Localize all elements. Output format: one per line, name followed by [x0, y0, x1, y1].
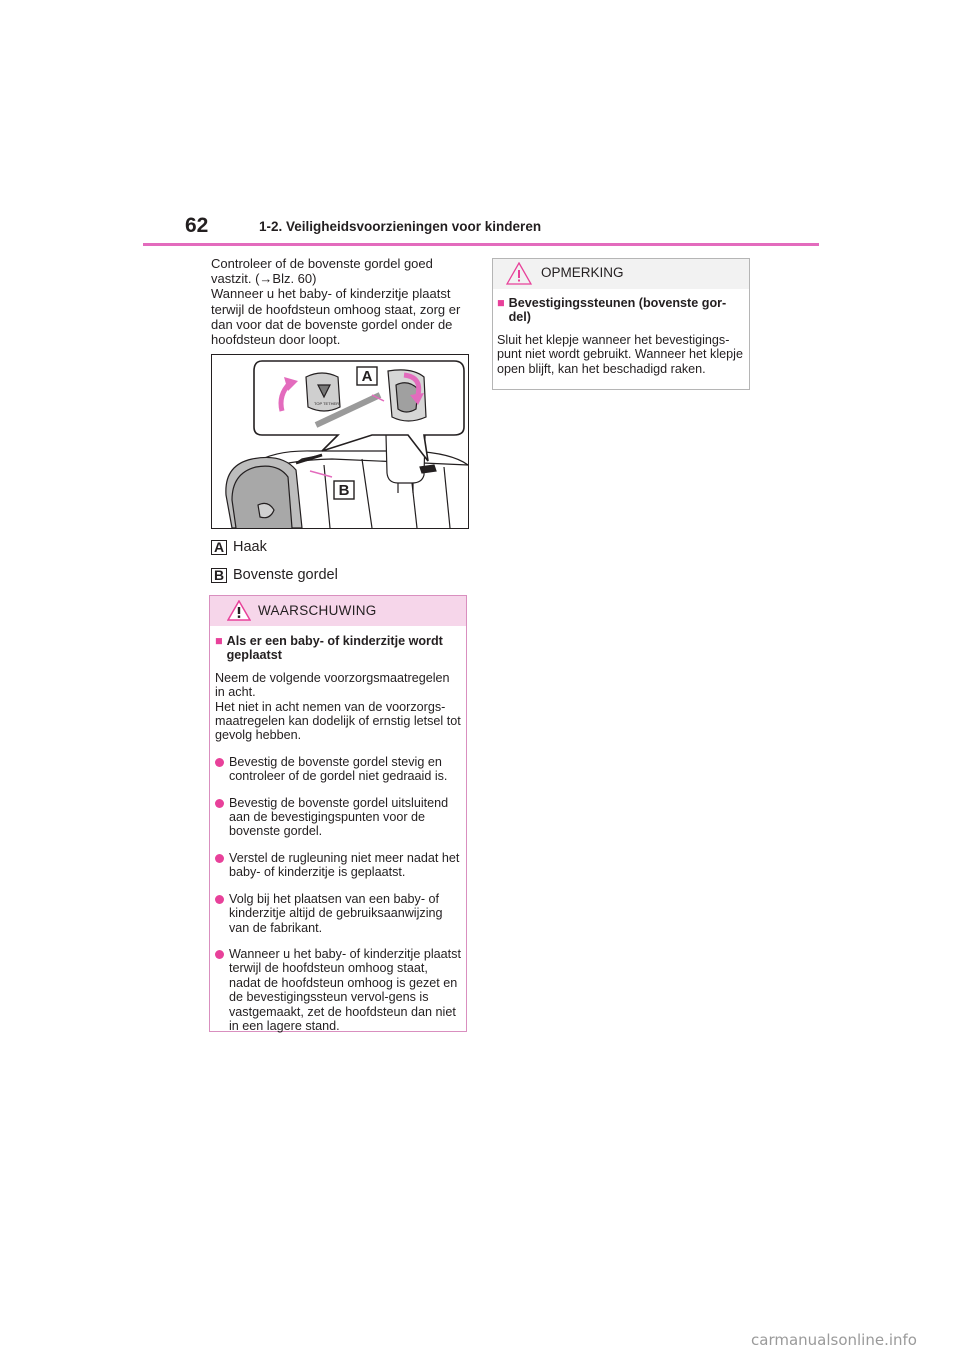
warning-title: WAARSCHUWING: [258, 603, 377, 618]
square-bullet-icon: ■: [497, 296, 505, 310]
notice-box: [492, 258, 750, 390]
intro-line: Controleer of de bovenste gordel goed: [211, 256, 433, 271]
warning-triangle-icon: [227, 600, 251, 621]
warning-bullet: [215, 796, 461, 839]
warning-subhead-text: Als er een baby- of kinderzitje wordt geplaatst: [226, 634, 443, 663]
bullet-dot-icon: [215, 799, 224, 808]
intro-line: vastzit. (→Blz. 60): [211, 271, 317, 287]
notice-subhead: [497, 296, 745, 325]
warning-paragraph: Neem de volgende voorzorgsmaatregelen in acht.: [215, 670, 450, 700]
notice-header: [493, 259, 749, 289]
legend-label-a: Haak: [233, 539, 267, 555]
warning-bullet-text: Bevestig de bovenste gordel uitsluitend aan de bevestigingspunten voor de bovenste gordel.: [229, 795, 449, 839]
notice-triangle-icon: [506, 262, 532, 285]
intro-line: Wanneer u het baby- of kinderzitje plaatst: [211, 286, 451, 302]
warning-bullet: [215, 892, 461, 935]
bullet-dot-icon: [215, 895, 224, 904]
notice-title: OPMERKING: [541, 265, 624, 280]
tether-tag-text: TOP TETHER: [314, 401, 340, 406]
warning-bullet-text: Verstel de rugleuning niet meer nadat het baby- of kinderzitje is geplaatst.: [229, 850, 460, 880]
intro-line: dan voor dat de bovenste gordel onder de: [211, 316, 453, 332]
bullet-dot-icon: [215, 854, 224, 863]
intro-text: [211, 256, 473, 347]
callout-b-label: B: [338, 482, 350, 499]
warning-bullet-text: Bevestig de bovenste gordel stevig en controleer of de gordel niet gedraaid is.: [229, 754, 448, 784]
notice-paragraph: Sluit het klepje wanneer het bevestigings-punt niet wordt gebruikt. Wanneer het klepje open blijft, kan het beschadigd raken.: [497, 332, 743, 376]
square-bullet-icon: ■: [215, 634, 223, 648]
legend-key-b: B: [211, 568, 227, 583]
page-number: 62: [185, 214, 209, 237]
bullet-dot-icon: [215, 758, 224, 767]
warning-bullet-text: Wanneer u het baby- of kinderzitje plaatst terwijl de hoofdsteun omhoog staat, nadat de hoofdsteun omhoog is gezet en de bevestigingssteun vervol-gens is vastgemaakt, zet de hoofdsteun dan niet in een lagere stand.: [229, 946, 461, 1033]
legend-key-a: A: [211, 540, 227, 555]
intro-line: terwijl de hoofdsteun omhoog staat, zorg er: [211, 301, 461, 317]
warning-header: [210, 596, 466, 626]
top-tether-illustration: [211, 354, 469, 529]
warning-bullet: [215, 755, 461, 784]
bullet-dot-icon: [215, 950, 224, 959]
notice-subhead-text: Bevestigingssteunen (bovenste gor-del): [508, 296, 727, 325]
intro-line: hoofdsteun door loopt.: [211, 332, 341, 348]
warning-bullet: [215, 851, 461, 880]
warning-paragraph: Het niet in acht nemen van de voorzorgs-maatregelen kan dodelijk of ernstig letsel tot gevolg hebben.: [215, 699, 461, 743]
header-rule: [143, 243, 819, 246]
warning-bullet-text: Volg bij het plaatsen van een baby- of kinderzitje altijd de gebruiksaanwijzing van de fabrikant.: [229, 891, 443, 935]
legend-item-a: [211, 538, 267, 556]
legend-item-b: [211, 566, 338, 584]
warning-box: [209, 595, 467, 1032]
callout-a-label: A: [361, 368, 373, 385]
watermark-link[interactable]: carmanualsonline.info: [751, 1331, 917, 1349]
warning-subhead: [215, 634, 461, 663]
legend-label-b: Bovenste gordel: [233, 567, 338, 583]
warning-bullet: [215, 947, 461, 1033]
section-title: 1-2. Veiligheidsvoorzieningen voor kinderen: [259, 219, 542, 234]
seat-illustration-svg: [212, 355, 468, 528]
